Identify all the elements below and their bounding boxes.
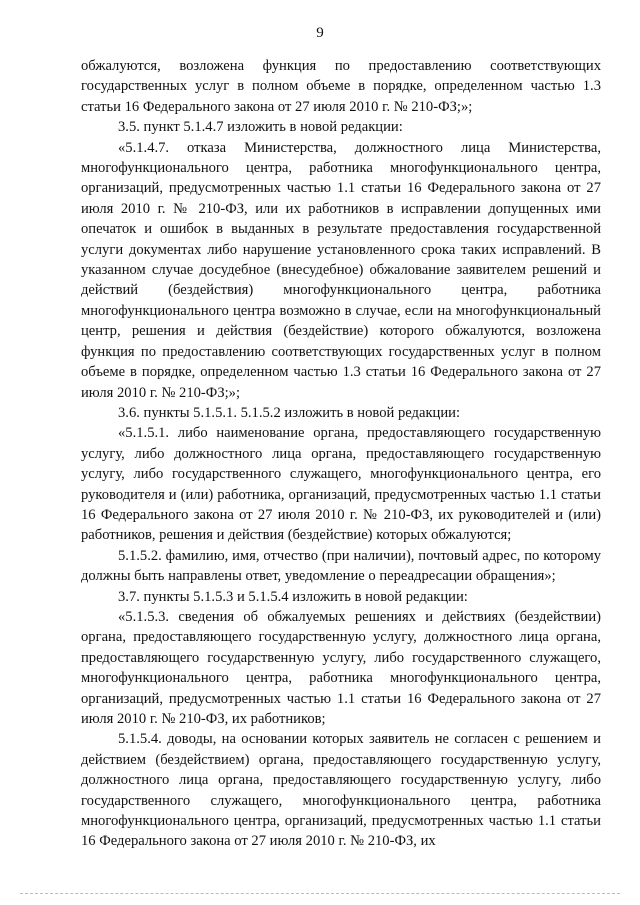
paragraph: 3.6. пункты 5.1.5.1. 5.1.5.2 изложить в новой редакции: [118, 404, 461, 421]
page-number: 9 [316, 25, 324, 41]
paragraph: 3.5. пункт 5.1.4.7 изложить в новой редакции: [118, 119, 403, 136]
paragraph: «5.1.5.3. сведения об обжалуемых решениях и действиях (бездействии) органа, предоставляющего государственную услугу, должностного лица органа, предоставляющего государственную услугу, либо государственного служащего, многофункционального центра, работника многофункционального центра, организаций, предусмотренных частью 1.1 статьи 16 Федерального закона от 27 июля 2010 г. № 210-ФЗ, их работников; [81, 608, 601, 727]
paragraph: 5.1.5.4. доводы, на основании которых заявитель не согласен с решением и действием (бездействием) органа, предоставляющего государственную услугу, должностного лица органа, предоставляющего государственную услугу, либо государственного служащего, многофункционального центра, работника многофункционального центра, организаций, предусмотренных частью 1.1 статьи 16 Федерального закона от 27 июля 2010 г. № 210-ФЗ, их [81, 731, 601, 850]
paragraph: 5.1.5.2. фамилию, имя, отчество (при наличии), почтовый адрес, по которому должны быть направлены ответ, уведомление о переадресации обращения»; [81, 547, 601, 585]
paragraph: 3.7. пункты 5.1.5.3 и 5.1.5.4 изложить в новой редакции: [118, 588, 468, 605]
bottom-divider [20, 893, 620, 894]
document-body [81, 56, 601, 852]
paragraph: «5.1.4.7. отказа Министерства, должностного лица Министерства, многофункционального центра, работника многофункционального центра, организаций, предусмотренных частью 1.1 статьи 16 Федерального закона от 27 июля 2010 г. № 210-ФЗ, или их работников в исправлении допущенных ими опечаток и ошибок в выданных в результате предоставления государственной услуги документах либо нарушение установленного срока таких исправлений. В указанном случае досудебное (внесудебное) обжалование заявителем решений и действий (бездействия) многофункционального центра, работника многофункционального центра возможно в случае, если на многофункциональный центр, решения и действия (бездействие) которого обжалуются, возложена функция по предоставлению соответствующих государственных услуг в полном объеме в порядке, определенном частью 1.3 статьи 16 Федерального закона от 27 июля 2010 г. № 210-ФЗ;»; [81, 139, 601, 401]
paragraph: обжалуются, возложена функция по предоставлению соответствующих государственных услуг в полном объеме в порядке, определенном частью 1.3 статьи 16 Федерального закона от 27 июля 2010 г. № 210-ФЗ;»; [81, 58, 601, 115]
paragraph: «5.1.5.1. либо наименование органа, предоставляющего государственную услугу, либо должностного лица органа, предоставляющего государственную услугу, либо государственного служащего, многофункционального центра, его руководителя и (или) работника, организаций, предусмотренных частью 1.1 статьи 16 Федерального закона от 27 июля 2010 г. № 210-ФЗ, их руководителей и (или) работников, решения и действия (бездействие) которых обжалуются; [81, 425, 601, 544]
